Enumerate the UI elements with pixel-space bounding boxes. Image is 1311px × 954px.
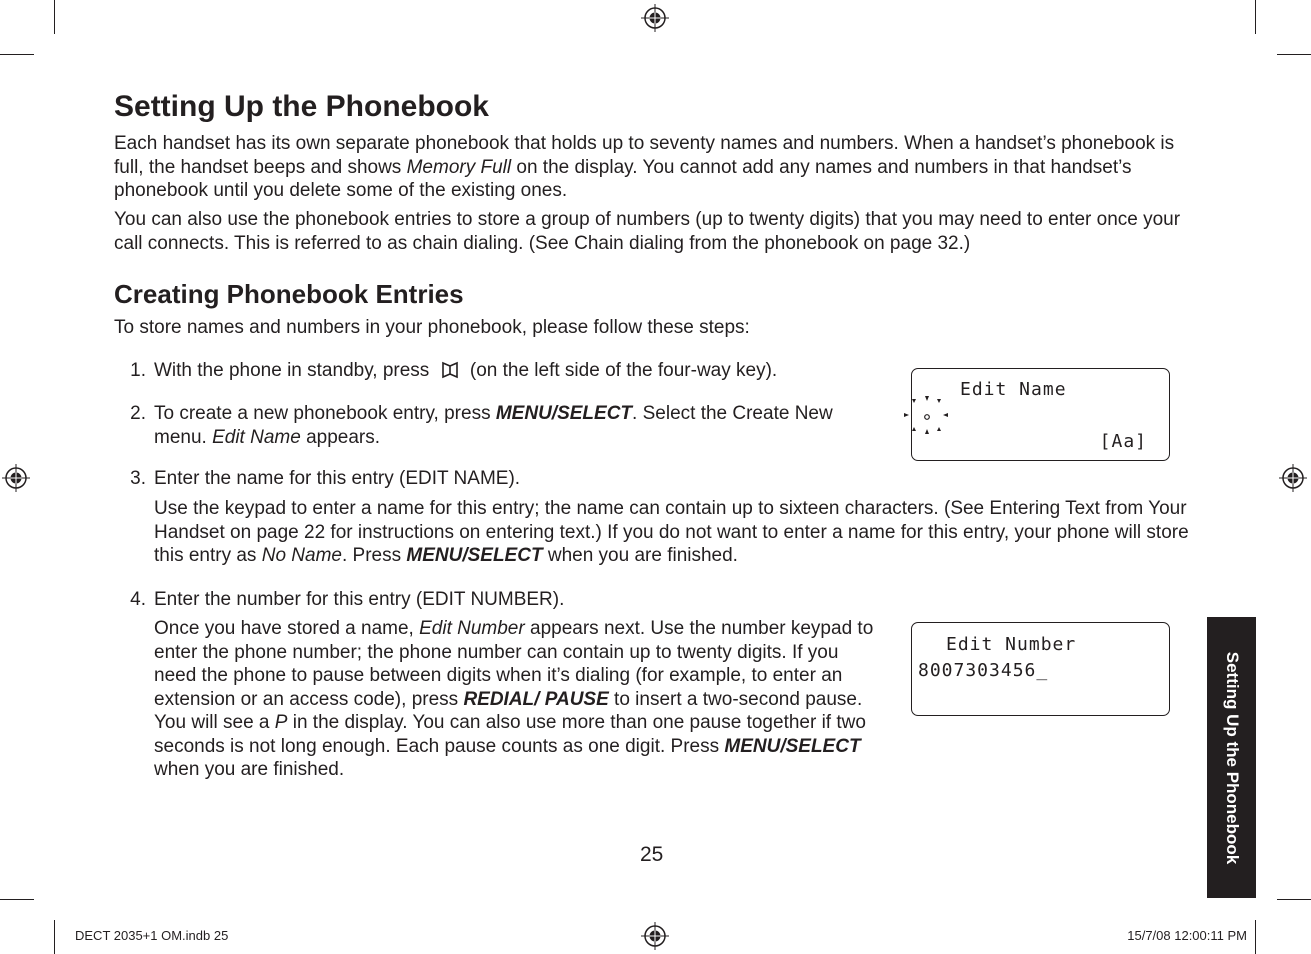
- menu-select-key: MENU/SELECT: [495, 403, 633, 424]
- step-text: when you are finished.: [542, 545, 738, 566]
- step-text: . Select the Create New menu.: [154, 403, 833, 448]
- memory-full-term: Memory Full: [406, 156, 512, 178]
- section-lead: To store names and numbers in your phonebook, please follow these steps:: [114, 317, 750, 338]
- step-3-text: Enter the name for this entry (EDIT NAME).: [154, 468, 521, 489]
- registration-mark-icon: [2, 464, 30, 492]
- step-text: when you are finished.: [154, 759, 345, 780]
- redial-pause-key: REDIAL/ PAUSE: [463, 688, 609, 710]
- registration-mark-icon: [1279, 464, 1307, 492]
- intro-paragraph: [114, 132, 1199, 203]
- step-4-text: Enter the number for this entry (EDIT NUMBER).: [154, 589, 565, 610]
- crop-mark: [1255, 0, 1256, 34]
- step-text: To create a new phonebook entry, press: [154, 403, 496, 424]
- crop-mark: [54, 0, 55, 34]
- step-1-text: [154, 359, 874, 383]
- step-number: 3.: [130, 468, 146, 489]
- page-number: 25: [640, 843, 664, 866]
- lcd-edit-name-display: [911, 368, 1170, 461]
- footer-file-info: DECT 2035+1 OM.indb 25: [75, 928, 229, 943]
- step-text: With the phone in standby, press: [154, 360, 430, 381]
- footer-timestamp: 15/7/08 12:00:11 PM: [1127, 928, 1247, 943]
- lcd-line-2: 8007303456_: [918, 660, 1049, 681]
- lcd-line-1: Edit Name: [960, 379, 1067, 400]
- step-number: 1.: [130, 360, 146, 381]
- phonebook-key-icon: [435, 361, 465, 379]
- crop-mark: [1255, 920, 1256, 954]
- step-2-text: [154, 402, 874, 449]
- registration-mark-icon: [641, 922, 669, 950]
- crop-mark: [0, 899, 34, 900]
- crop-mark: [1277, 54, 1311, 55]
- step-text: to insert a two-second pause. You will see a: [154, 688, 863, 733]
- blinking-cursor-icon: [902, 396, 950, 438]
- pause-symbol-term: P: [274, 712, 288, 733]
- step-text: Once you have stored a name,: [154, 618, 420, 639]
- crop-mark: [1277, 899, 1311, 900]
- step-text: appears.: [300, 426, 381, 448]
- lcd-line-1: Edit Number: [946, 634, 1077, 655]
- step-text: Use the keypad to enter a name for this entry; the name can contain up to sixteen characters. (See Entering Text from Your Handset on page 22 for instructions on entering text.) If you do not want to enter a name for this entry, your phone will store this entry as: [154, 498, 1189, 566]
- crop-mark: [0, 54, 34, 55]
- step-text: appears next. Use the number keypad to enter the phone number; the phone number can contain up to twenty digits. If you need the phone to pause between digits when it’s dialing (for example, to enter an extension or an access code), press: [154, 618, 874, 710]
- step-number: 2.: [130, 403, 146, 424]
- step-text: . Press: [341, 545, 407, 566]
- edit-name-term: Edit Name: [212, 426, 301, 448]
- step-number: 4.: [130, 589, 146, 610]
- intro-text: on the display. You cannot add any names and numbers in that handset’s phonebook until you delete some of the existing ones.: [114, 156, 1132, 201]
- chain-dialing-paragraph: You can also use the phonebook entries to store a group of numbers (up to twenty digits) that you may need to enter once your call connects. This is referred to as chain dialing. (See Chain dialing from the phonebook on page 32.): [114, 209, 1181, 254]
- no-name-term: No Name: [261, 545, 342, 566]
- crop-mark: [54, 920, 55, 954]
- step-text: (on the left side of the four-way key).: [469, 360, 778, 381]
- section-title: Creating Phonebook Entries: [114, 279, 464, 309]
- intro-text: Each handset has its own separate phonebook that holds up to seventy names and numbers. When a handset’s phonebook is full, the handset beeps and shows: [114, 133, 1175, 178]
- menu-select-key: MENU/SELECT: [406, 545, 543, 566]
- edit-number-term: Edit Number: [419, 618, 525, 639]
- step-3-detail: [154, 497, 1194, 568]
- step-text: in the display. You can also use more than one pause together if two seconds is not long enough. Each pause counts as one digit. Press: [154, 712, 866, 757]
- registration-mark-icon: [641, 4, 669, 32]
- section-side-tab: [1207, 617, 1256, 898]
- page-title: Setting Up the Phonebook: [114, 90, 489, 123]
- lcd-mode-indicator: [Aa]: [1099, 431, 1147, 452]
- side-tab-label: Setting Up the Phonebook: [1222, 651, 1242, 864]
- menu-select-key: MENU/SELECT: [724, 735, 861, 757]
- step-4-detail: [154, 617, 876, 782]
- lcd-edit-number-display: [911, 622, 1170, 716]
